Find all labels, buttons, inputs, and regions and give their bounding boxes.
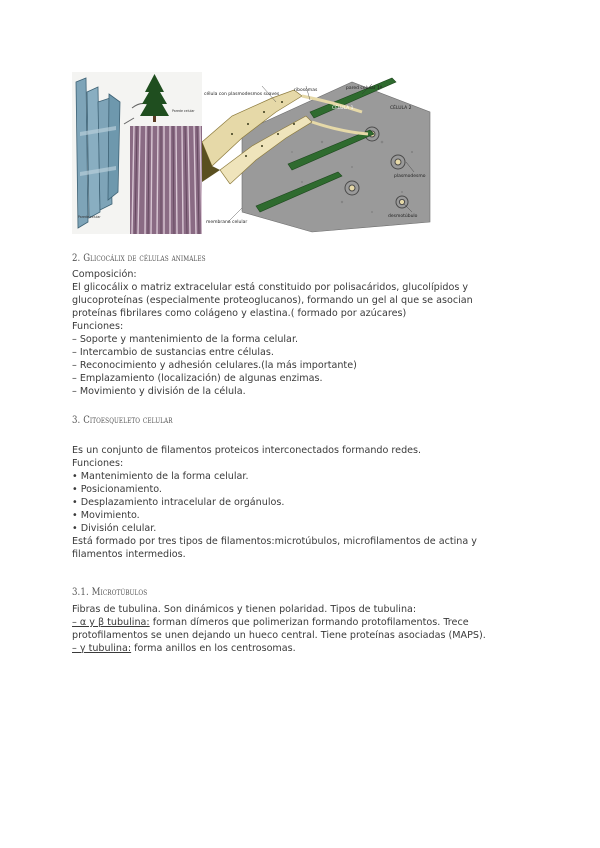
section-2-line-10: – Movimiento y división de la célula.	[72, 386, 246, 397]
gamma-tubulin-text: forma anillos en los centrosomas.	[131, 643, 296, 654]
section-3-line-6: • Movimiento.	[72, 510, 140, 521]
fig-label-cell1: CÉLULA 1	[332, 106, 354, 111]
section-3-line-9: filamentos intermedios.	[72, 549, 186, 560]
figure-cell-walls	[72, 72, 434, 234]
fig-label-ribosomes: ribosomas	[294, 88, 318, 93]
section-3-line-3: • Mantenimiento de la forma celular.	[72, 471, 249, 482]
gamma-tubulin-term: – γ tubulina:	[72, 643, 132, 654]
section-2-line-4: proteínas fibrilares como colágeno y elastina.( formado por azúcares)	[72, 308, 407, 319]
section-2-line-6: – Soporte y mantenimiento de la forma celular.	[72, 334, 299, 345]
section-2-heading: 2. Glicocálix de células animales	[72, 252, 206, 264]
section-3-heading: 3. Citoesqueleto celular	[72, 414, 173, 426]
fig-label-wall-mid: Parede celular	[172, 109, 195, 113]
alpha-beta-tubulin-text: forman dímeros que polimerizan formando protofilamentos. Trece	[149, 617, 469, 628]
section-3-1-line-2	[72, 616, 469, 629]
fig-label-wall-left: Parede celular	[78, 215, 101, 219]
section-3-1-line-3: protofilamentos se unen dejando un hueco central. Tiene proteínas asociadas (MAPS).	[72, 630, 486, 641]
section-2-line-3: glucoproteínas (especialmente proteoglucanos), formando un gel al que se asocian	[72, 295, 473, 306]
fig-label-cell2: CÉLULA 2	[390, 106, 412, 111]
section-3-line-4: • Posicionamiento.	[72, 484, 162, 495]
section-2-line-7: – Intercambio de sustancias entre células.	[72, 347, 274, 358]
alpha-beta-tubulin-term: – α y β tubulina:	[72, 617, 150, 628]
section-3-line-8: Está formado por tres tipos de filamentos:microtúbulos, microfilamentos de actina y	[72, 536, 477, 547]
fig-label-plasmodesmo: plasmodesmo	[394, 174, 426, 179]
section-3-line-2: Funciones:	[72, 458, 124, 469]
wood-fiber-texture	[130, 126, 202, 234]
section-3-line-7: • División celular.	[72, 523, 157, 534]
section-3-line-1: Es un conjunto de filamentos proteicos interconectados formando redes.	[72, 445, 422, 456]
fig-label-cell-layer: célula con plasmodesmos suaves	[204, 92, 280, 97]
section-2-line-8: – Reconocimiento y adhesión celulares.(la más importante)	[72, 360, 357, 371]
section-2-line-5: Funciones:	[72, 321, 124, 332]
fig-label-membrane: membrana celular	[206, 220, 248, 225]
section-3-1-line-4	[72, 642, 296, 655]
section-3-1-heading: 3.1. Microtúbulos	[72, 586, 148, 598]
section-2-line-9: – Emplazamiento (localización) de algunas enzimas.	[72, 373, 323, 384]
section-3-line-5: • Desplazamiento intracelular de orgánulos.	[72, 497, 285, 508]
section-3-1-line-1: Fibras de tubulina. Son dinámicos y tienen polaridad. Tipos de tubulina:	[72, 604, 417, 615]
fig-label-desmotubule: desmotúbulo	[388, 214, 418, 219]
section-2-line-2: El glicocálix o matriz extracelular está constituido por polisacáridos, glucolípidos y	[72, 282, 469, 293]
fig-label-primary-wall: pared celular 1ª	[346, 86, 383, 91]
section-2-line-1: Composición:	[72, 269, 137, 280]
plant-cell-illustration	[72, 72, 202, 234]
